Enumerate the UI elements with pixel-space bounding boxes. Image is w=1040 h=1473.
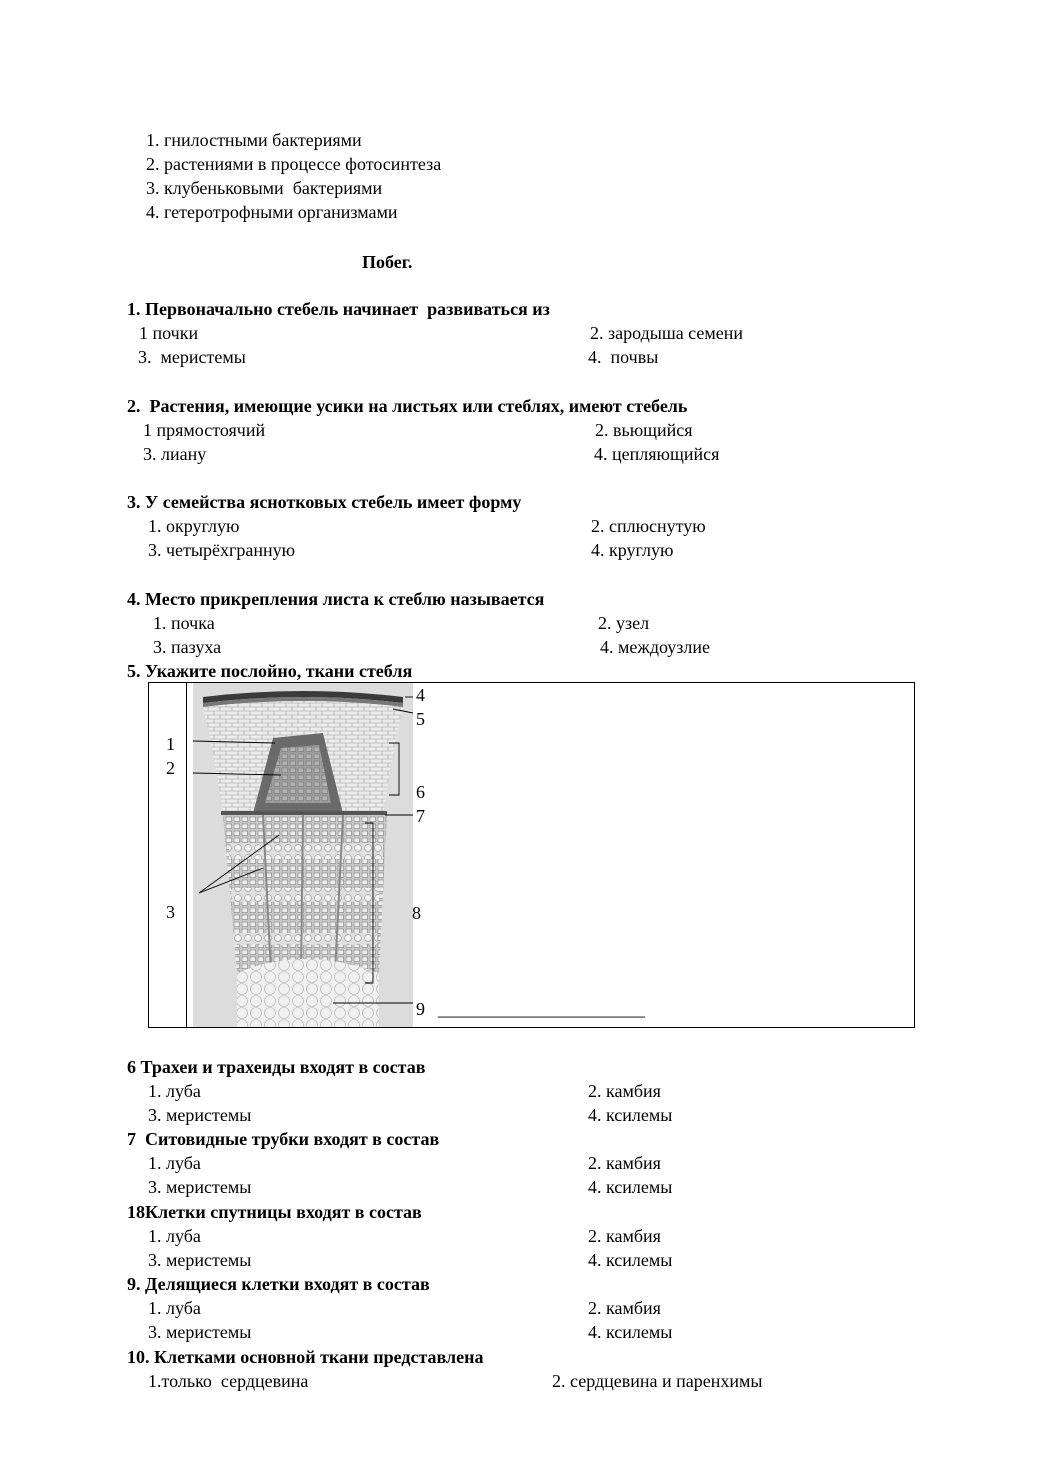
q1-answer-1: 1 почки [139, 323, 199, 343]
q8-answer-2: 2. камбия [588, 1226, 661, 1246]
q7-answer-3: 3. меристемы [148, 1177, 252, 1197]
q2-answer-2: 2. вьющийся [595, 420, 693, 440]
intro-option-1: 1. гнилостными бактериями [146, 130, 362, 150]
question-6: 6 Трахеи и трахеиды входят в состав [127, 1057, 426, 1077]
question-7: 7 Ситовидные трубки входят в состав [127, 1129, 440, 1149]
q8-answer-1: 1. луба [148, 1226, 201, 1246]
q8-answer-4: 4. ксилемы [588, 1250, 673, 1270]
q4-answer-4: 4. междоузлие [600, 637, 711, 657]
q7-answer-4: 4. ксилемы [588, 1177, 673, 1197]
q4-answer-2: 2. узел [598, 613, 650, 633]
figure-label-1: 1 [166, 734, 175, 754]
q7-answer-1: 1. луба [148, 1153, 201, 1173]
q10-answer-2: 2. сердцевина и паренхимы [552, 1371, 763, 1391]
q9-answer-1: 1. луба [148, 1298, 201, 1318]
question-10: 10. Клетками основной ткани представлена [127, 1347, 484, 1367]
q4-answer-3: 3. пазуха [153, 637, 222, 657]
q1-answer-3: 3. меристемы [138, 347, 246, 367]
figure-label-2: 2 [166, 758, 175, 778]
q10-answer-1: 1.только сердцевина [148, 1371, 309, 1391]
figure-label-8: 8 [412, 903, 421, 923]
q9-answer-4: 4. ксилемы [588, 1322, 673, 1342]
q3-answer-4: 4. круглую [591, 540, 674, 560]
q7-answer-2: 2. камбия [588, 1153, 661, 1173]
question-9: 9. Делящиеся клетки входят в состав [127, 1274, 430, 1294]
figure-label-4: 4 [416, 685, 425, 705]
q4-answer-1: 1. почка [153, 613, 215, 633]
q1-answer-4: 4. почвы [588, 347, 659, 367]
q3-answer-1: 1. округлую [148, 516, 240, 536]
question-5: 5. Укажите послойно, ткани стебля [127, 661, 413, 681]
question-1: 1. Первоначально стебель начинает развиваться из [127, 299, 550, 319]
intro-option-3: 3. клубеньковыми бактериями [146, 178, 383, 198]
q6-answer-2: 2. камбия [588, 1081, 661, 1101]
figure-label-9: 9 [416, 999, 425, 1019]
question-2: 2. Растения, имеющие усики на листьях или стеблях, имеют стебель [127, 396, 688, 416]
intro-option-2: 2. растениями в процессе фотосинтеза [146, 154, 442, 174]
stem-cross-section-image [193, 683, 413, 1027]
section-title: Побег. [362, 252, 413, 272]
q1-answer-2: 2. зародыша семени [590, 323, 744, 343]
question-3: 3. У семейства яснотковых стебель имеет форму [127, 492, 522, 512]
question-8: 18Клетки спутницы входят в состав [127, 1202, 422, 1222]
q9-answer-3: 3. меристемы [148, 1322, 252, 1342]
q9-answer-2: 2. камбия [588, 1298, 661, 1318]
q2-answer-3: 3. лиану [143, 444, 207, 464]
q2-answer-1: 1 прямостоячий [143, 420, 266, 440]
q6-answer-3: 3. меристемы [148, 1105, 252, 1125]
q2-answer-4: 4. цепляющийся [594, 444, 720, 464]
figure-label-3: 3 [166, 902, 175, 922]
q6-answer-4: 4. ксилемы [588, 1105, 673, 1125]
q8-answer-3: 3. меристемы [148, 1250, 252, 1270]
q3-answer-3: 3. четырёхгранную [148, 540, 296, 560]
figure-label-5: 5 [416, 709, 425, 729]
q6-answer-1: 1. луба [148, 1081, 201, 1101]
question-4: 4. Место прикрепления листа к стеблю называется [127, 589, 545, 609]
intro-option-4: 4. гетеротрофными организмами [146, 202, 398, 222]
figure-label-7: 7 [416, 806, 425, 826]
figure-divider [186, 682, 187, 1028]
q3-answer-2: 2. сплюснутую [591, 516, 706, 536]
figure-label-6: 6 [416, 782, 425, 802]
answer-blank-line[interactable]: _______________________ [438, 999, 645, 1019]
